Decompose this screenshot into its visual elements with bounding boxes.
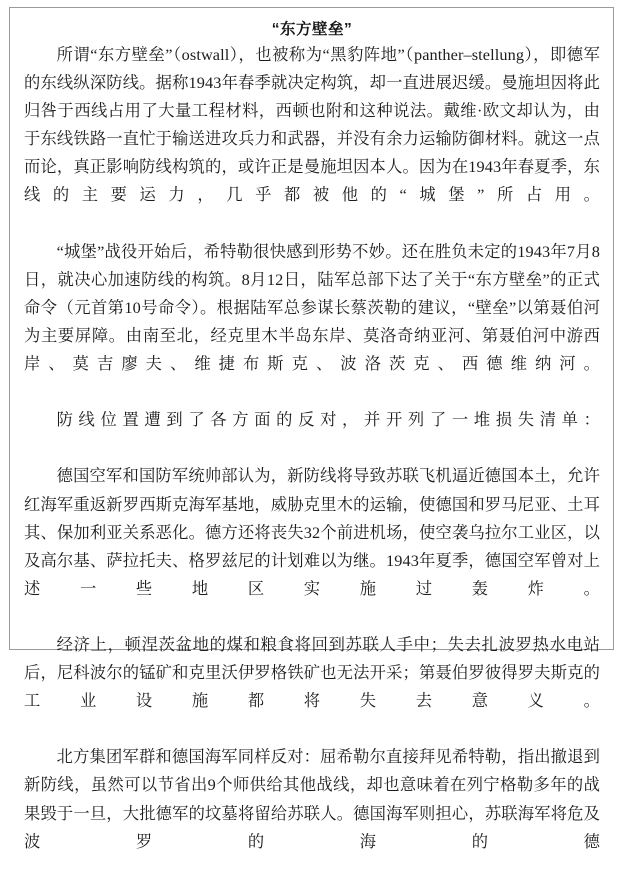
paragraph-2: “城堡”战役开始后，希特勒很快感到形势不妙。还在胜负未定的1943年7月8日，就决心加速防线的构筑。8月12日，陆军总部下达了关于“东方壁垒”的正式命令（元首第10号命令）。根据陆军总参谋长蔡茨勒的建议，“壁垒”以第聂伯河为主要屏障。由南至北，经克里木半岛东岸、莫洛奇纳亚河、第聂伯河中游西岸、莫吉廖夫、维捷布斯克、波洛茨克、西德维纳河。 bbox=[24, 241, 600, 374]
page-title: “东方壁垒” bbox=[271, 21, 353, 38]
paragraph-6: 北方集团军群和德国海军同样反对：屈希勒尔直接拜见希特勒，指出撤退到新防线，虽然可以节省出9个师供给其他战线，却也意味着在列宁格勒多年的战果毁于一旦，大批德军的坟墓将留给苏联人。德国海军则担心，苏联海军将危及波罗的海的德 bbox=[24, 747, 600, 851]
page-text-body bbox=[24, 8, 600, 884]
paragraph-3: 防线位置遭到了各方面的反对，并开列了一堆损失清单： bbox=[56, 410, 600, 430]
page-frame bbox=[9, 7, 614, 851]
paragraph-5: 经济上，顿涅茨盆地的煤和粮食将回到苏联人手中；失去扎波罗热水电站后，尼科波尔的锰矿和克里沃伊罗格铁矿也无法开采；第聂伯罗彼得罗夫斯克的工业设施都将失去意义。 bbox=[24, 634, 600, 711]
paragraph-1: 所谓“东方壁垒”（ostwall），也被称为“黑豹阵地”（panther–stellung），即德军的东线纵深防线。据称1943年春季就决定构筑，却一直进展迟缓。曼施坦因将此归咎于西线占用了大量工程材料，西顿也附和这种说法。戴维·欧文却认为，由于东线铁路一直忙于输送进攻兵力和武器，并没有余力运输防御材料。就这一点而论，真正影响防线构筑的，或许正是曼施坦因本人。因为在1943年春夏季，东线的主要运力，几乎都被他的“城堡”所占用。 bbox=[24, 45, 600, 205]
paragraph-4: 德国空军和国防军统帅部认为，新防线将导致苏联飞机逼近德国本土，允许红海军重返新罗西斯克海军基地，威胁克里木的运输，使德国和罗马尼亚、土耳其、保加利亚关系恶化。德方还将丧失32个前进机场，使空袭乌拉尔工业区，以及高尔基、萨拉托夫、格罗兹尼的计划难以为继。1943年夏季，德国空军曾对上述一些地区实施过轰炸。 bbox=[24, 466, 600, 598]
